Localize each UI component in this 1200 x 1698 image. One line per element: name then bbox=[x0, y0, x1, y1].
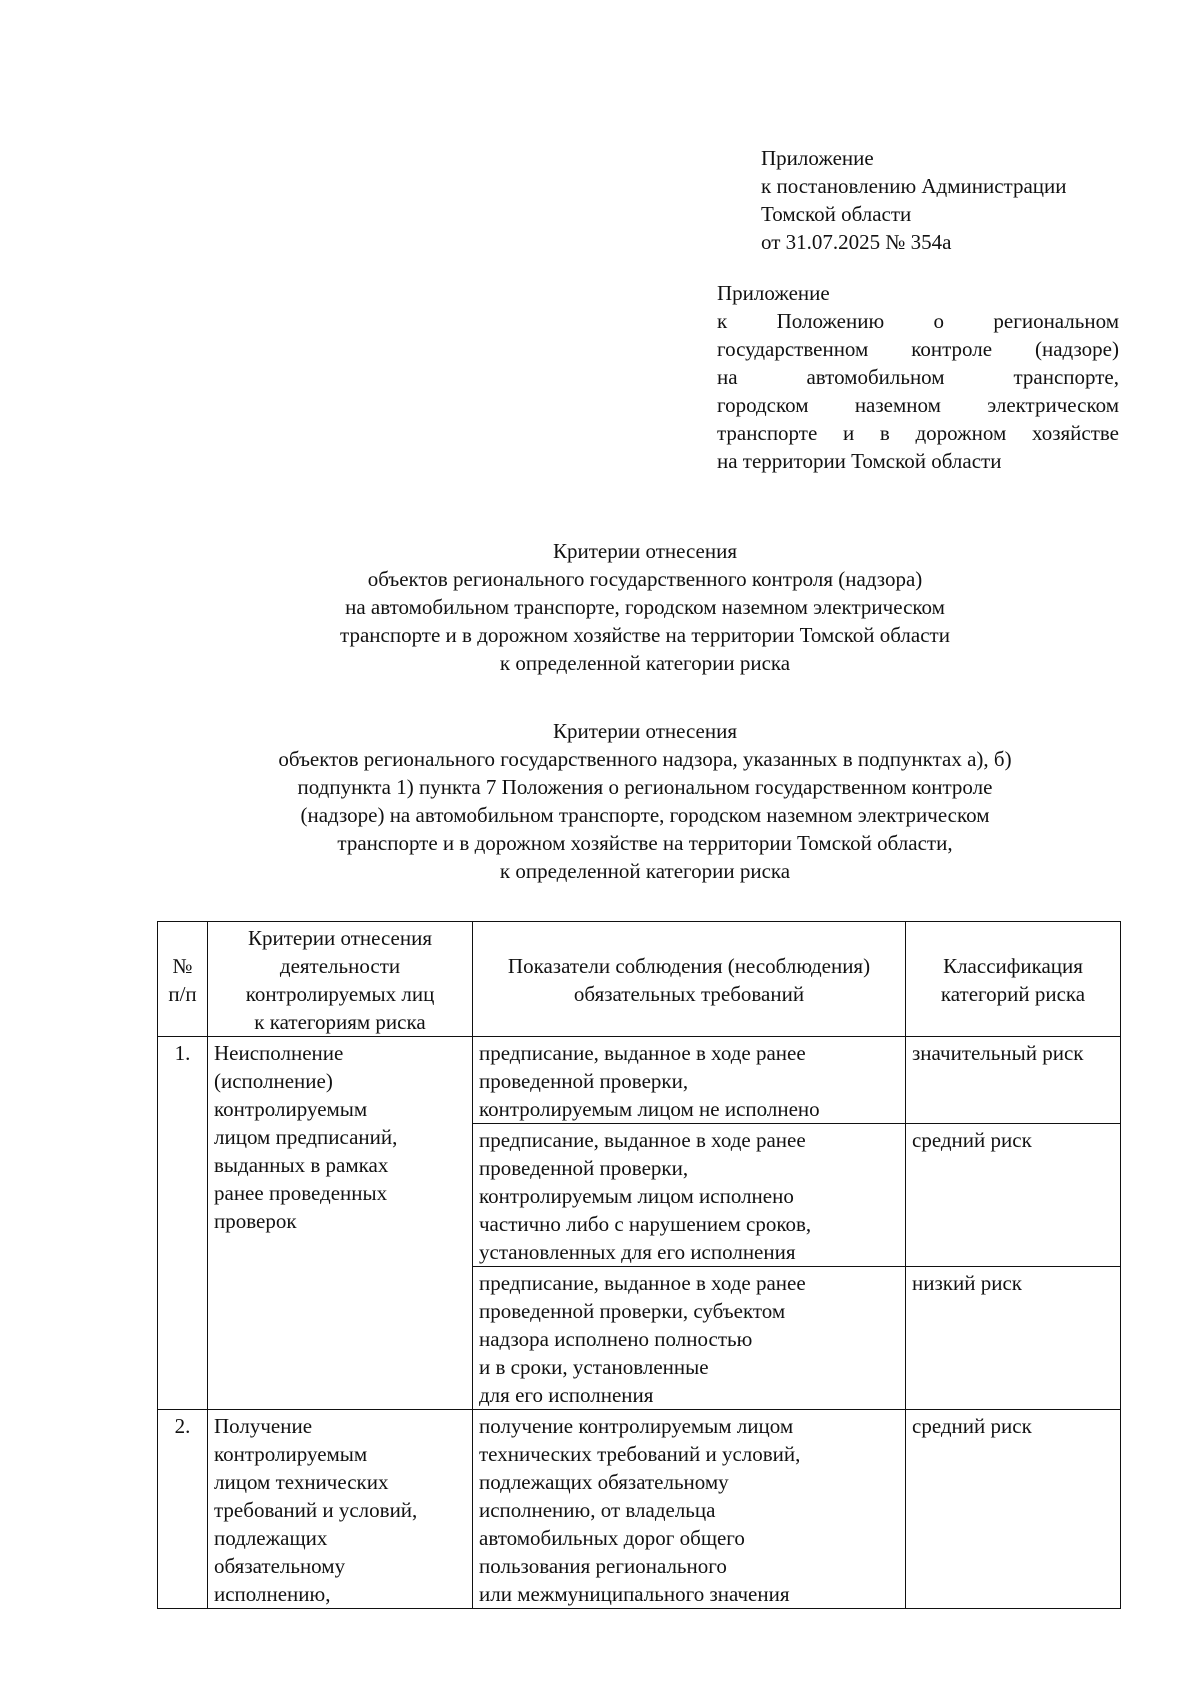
header-number bbox=[158, 922, 208, 1037]
risk-cell: значительный риск bbox=[906, 1037, 1121, 1124]
appendix-line: государственном контроле (надзоре) bbox=[717, 337, 1119, 361]
header-line: обязательных требований bbox=[573, 982, 805, 1006]
header-line: Критерии отнесения bbox=[248, 926, 432, 950]
cell-line: частично либо с нарушением сроков, bbox=[479, 1212, 812, 1236]
cell-line: лицом технических bbox=[214, 1470, 389, 1494]
risk-cell: низкий риск bbox=[906, 1267, 1121, 1410]
appendix-line: Приложение bbox=[761, 146, 874, 170]
cell-line: или межмуниципального значения bbox=[479, 1582, 790, 1606]
criterion-cell bbox=[208, 1037, 473, 1410]
cell-line: лицом предписаний, bbox=[214, 1125, 398, 1149]
table-row bbox=[158, 1410, 1121, 1609]
cell-line: выданных в рамках bbox=[214, 1153, 389, 1177]
header-criteria bbox=[208, 922, 473, 1037]
cell-line: Получение bbox=[214, 1414, 313, 1438]
cell-line: обязательному bbox=[214, 1554, 346, 1578]
risk-cell: средний риск bbox=[906, 1410, 1121, 1609]
cell-line: для его исполнения bbox=[479, 1383, 654, 1407]
row-number: 1. bbox=[158, 1037, 208, 1410]
appendix-regulation-heading bbox=[717, 279, 1119, 475]
cell-line: ранее проведенных bbox=[214, 1181, 388, 1205]
appendix-line: на автомобильном транспорте, bbox=[717, 365, 1119, 389]
cell-line: Неисполнение bbox=[214, 1041, 344, 1065]
title-line: к определенной категории риска bbox=[499, 859, 791, 883]
title-line: объектов регионального государственного контроля (надзора) bbox=[367, 567, 923, 591]
cell-line: контролируемым bbox=[214, 1097, 368, 1121]
header-risk-class bbox=[906, 922, 1121, 1037]
appendix-line: транспорте и в дорожном хозяйстве bbox=[717, 421, 1119, 445]
cell-line: контролируемым bbox=[214, 1442, 368, 1466]
indicator-cell bbox=[473, 1037, 906, 1124]
header-line: к категориям риска bbox=[254, 1010, 426, 1034]
table-row bbox=[158, 1037, 1121, 1124]
title-line: к определенной категории риска bbox=[499, 651, 791, 675]
cell-line: проведенной проверки, bbox=[479, 1069, 689, 1093]
document-title bbox=[150, 537, 1140, 677]
cell-line: проведенной проверки, bbox=[479, 1156, 689, 1180]
appendix-line: Приложение bbox=[717, 281, 830, 305]
cell-line: (исполнение) bbox=[214, 1069, 333, 1093]
cell-line: предписание, выданное в ходе ранее bbox=[479, 1271, 806, 1295]
cell-line: получение контролируемым лицом bbox=[479, 1414, 794, 1438]
cell-line: пользования регионального bbox=[479, 1554, 727, 1578]
cell-line: проведенной проверки, субъектом bbox=[479, 1299, 786, 1323]
indicator-cell bbox=[473, 1124, 906, 1267]
indicator-cell bbox=[473, 1267, 906, 1410]
cell-line: предписание, выданное в ходе ранее bbox=[479, 1041, 806, 1065]
cell-line: исполнению, bbox=[214, 1582, 331, 1606]
cell-line: исполнению, от владельца bbox=[479, 1498, 716, 1522]
header-line: п/п bbox=[168, 982, 197, 1006]
title-line: Критерии отнесения bbox=[553, 719, 737, 743]
header-indicators bbox=[473, 922, 906, 1037]
cell-line: контролируемым лицом исполнено bbox=[479, 1184, 794, 1208]
title-line: транспорте и в дорожном хозяйстве на территории Томской области bbox=[340, 623, 950, 647]
header-line: деятельности bbox=[279, 954, 401, 978]
appendix-date-number: от 31.07.2025 № 354а bbox=[761, 230, 952, 254]
cell-line: требований и условий, bbox=[214, 1498, 418, 1522]
criterion-cell bbox=[208, 1410, 473, 1609]
cell-line: подлежащих обязательному bbox=[479, 1470, 729, 1494]
header-line: Показатели соблюдения (несоблюдения) bbox=[507, 954, 871, 978]
risk-criteria-table bbox=[157, 921, 1121, 1609]
title-line: на автомобильном транспорте, городском наземном электрическом bbox=[345, 595, 945, 619]
appendix-line: Томской области bbox=[761, 202, 912, 226]
title-line: (надзоре) на автомобильном транспорте, городском наземном электрическом bbox=[300, 803, 990, 827]
cell-line: технических требований и условий, bbox=[479, 1442, 801, 1466]
header-line: Классификация bbox=[943, 954, 1083, 978]
cell-line: проверок bbox=[214, 1209, 297, 1233]
table-header-row bbox=[158, 922, 1121, 1037]
indicator-cell bbox=[473, 1410, 906, 1609]
row-number: 2. bbox=[158, 1410, 208, 1609]
appendix-line: к постановлению Администрации bbox=[761, 174, 1067, 198]
title-line: Критерии отнесения bbox=[553, 539, 737, 563]
cell-line: предписание, выданное в ходе ранее bbox=[479, 1128, 806, 1152]
cell-line: надзора исполнено полностью bbox=[479, 1327, 753, 1351]
appendix-line: к Положению о региональном bbox=[717, 309, 1119, 333]
title-line: подпункта 1) пункта 7 Положения о региональном государственном контроле bbox=[297, 775, 993, 799]
cell-line: подлежащих bbox=[214, 1526, 328, 1550]
appendix-line: городском наземном электрическом bbox=[717, 393, 1119, 417]
header-line: № bbox=[172, 954, 193, 978]
cell-line: автомобильных дорог общего bbox=[479, 1526, 745, 1550]
section-title bbox=[150, 717, 1140, 885]
header-line: категорий риска bbox=[940, 982, 1086, 1006]
cell-line: контролируемым лицом не исполнено bbox=[479, 1097, 820, 1121]
cell-line: установленных для его исполнения bbox=[479, 1240, 796, 1264]
cell-line: и в сроки, установленные bbox=[479, 1355, 709, 1379]
title-line: объектов регионального государственного надзора, указанных в подпунктах а), б) bbox=[278, 747, 1012, 771]
appendix-line: на территории Томской области bbox=[717, 449, 1002, 473]
header-line: контролируемых лиц bbox=[245, 982, 435, 1006]
title-line: транспорте и в дорожном хозяйстве на территории Томской области, bbox=[337, 831, 953, 855]
appendix-main-heading bbox=[761, 144, 1161, 256]
risk-cell: средний риск bbox=[906, 1124, 1121, 1267]
